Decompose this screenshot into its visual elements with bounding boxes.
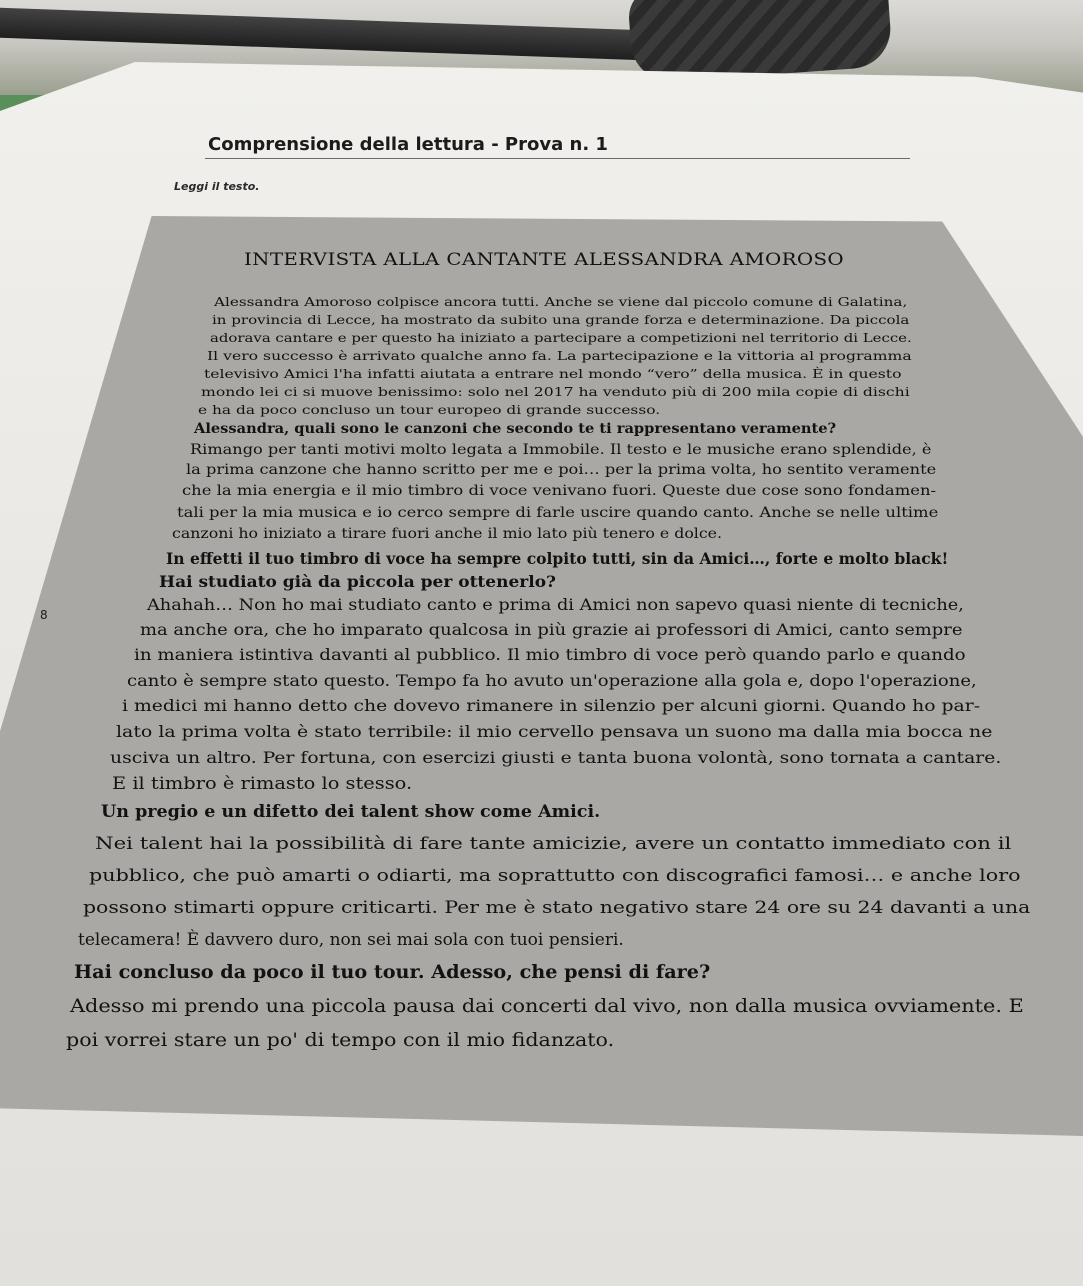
article-line: Nei talent hai la possibilità di fare tante amicizie, avere un contatto immediato con il <box>95 834 1012 854</box>
article-line: i medici mi hanno detto che dovevo rimanere in silenzio per alcuni giorni. Quando ho par- <box>122 697 981 715</box>
article-line: Rimango per tanti motivi molto legata a Immobile. Il testo e le musiche erano splendide, è <box>190 442 932 458</box>
article-line: pubblico, che può amarti o odiarti, ma soprattutto con discografici famosi… e anche loro <box>89 866 1021 886</box>
article-line: Adesso mi prendo una piccola pausa dai concerti dal vivo, non dalla musica ovviamente. E <box>70 996 1024 1017</box>
header-divider <box>205 158 910 159</box>
article-line: Alessandra Amoroso colpisce ancora tutti. Anche se viene dal piccolo comune di Galatina, <box>214 294 908 309</box>
article-line: canzoni ho iniziato a tirare fuori anche il mio lato più tenero e dolce. <box>172 526 723 542</box>
article-line: adorava cantare e per questo ha iniziato a partecipare a competizioni nel territorio di Lecce. <box>210 330 912 345</box>
article-line: mondo lei ci si muove benissimo: solo nel 2017 ha venduto più di 200 mila copie di dischi <box>201 384 910 399</box>
article-line: E il timbro è rimasto lo stesso. <box>112 774 413 794</box>
interview-question: Hai concluso da poco il tuo tour. Adesso, che pensi di fare? <box>74 962 711 983</box>
article-line: poi vorrei stare un po' di tempo con il mio fidanzato. <box>66 1030 615 1051</box>
article-line: in maniera istintiva davanti al pubblico. Il mio timbro di voce però quando parlo e quando <box>134 646 966 664</box>
article-line: Il vero successo è arrivato qualche anno fa. La partecipazione e la vittoria al programma <box>207 348 912 363</box>
article-line: canto è sempre stato questo. Tempo fa ho avuto un'operazione alla gola e, dopo l'operazione, <box>127 672 977 690</box>
article-line: lato la prima volta è stato terribile: il mio cervello pensava un suono ma dalla mia bocca ne <box>116 723 993 741</box>
article-line: tali per la mia musica e io cerco sempre di farle uscire quando canto. Anche se nelle ultime <box>177 505 939 521</box>
article-line: la prima canzone che hanno scritto per me e poi… per la prima volta, ho sentito veramente <box>186 462 937 478</box>
article-line: in provincia di Lecce, ha mostrato da subito una grande forza e determinazione. Da piccola <box>212 312 910 327</box>
article-line: televisivo Amici l'ha infatti aiutata a entrare nel mondo “vero” della musica. È in questo <box>204 366 902 381</box>
interview-question: Un pregio e un difetto dei talent show come Amici. <box>101 802 601 822</box>
interview-question: Hai studiato già da piccola per ottenerlo? <box>159 572 556 591</box>
article-line: telecamera! È davvero duro, non sei mai sola con tuoi pensieri. <box>78 930 624 950</box>
article-line: e ha da poco concluso un tour europeo di grande successo. <box>198 402 661 417</box>
article-line: Ahahah… Non ho mai studiato canto e prima di Amici non sapevo quasi niente di tecniche, <box>147 596 964 614</box>
page-number: 8 <box>40 608 48 622</box>
article-title: INTERVISTA ALLA CANTANTE ALESSANDRA AMOROSO <box>244 250 844 269</box>
article-line: usciva un altro. Per fortuna, con esercizi giusti e tanta buona volontà, sono tornata a cantare. <box>110 749 1002 767</box>
worksheet-header: Comprensione della lettura - Prova n. 1 <box>208 134 608 155</box>
instruction-text: Leggi il testo. <box>174 180 260 193</box>
article-line: che la mia energia e il mio timbro di voce venivano fuori. Queste due cose sono fondamen- <box>182 483 937 499</box>
interview-question: Alessandra, quali sono le canzoni che secondo te ti rappresentano veramente? <box>194 421 837 437</box>
article-line: possono stimarti oppure criticarti. Per me è stato negativo stare 24 ore su 24 davanti a una <box>83 898 1031 918</box>
interview-question: In effetti il tuo timbro di voce ha sempre colpito tutti, sin da Amici…, forte e molto black! <box>166 549 949 568</box>
article-line: ma anche ora, che ho imparato qualcosa in più grazie ai professori di Amici, canto sempre <box>140 621 963 639</box>
